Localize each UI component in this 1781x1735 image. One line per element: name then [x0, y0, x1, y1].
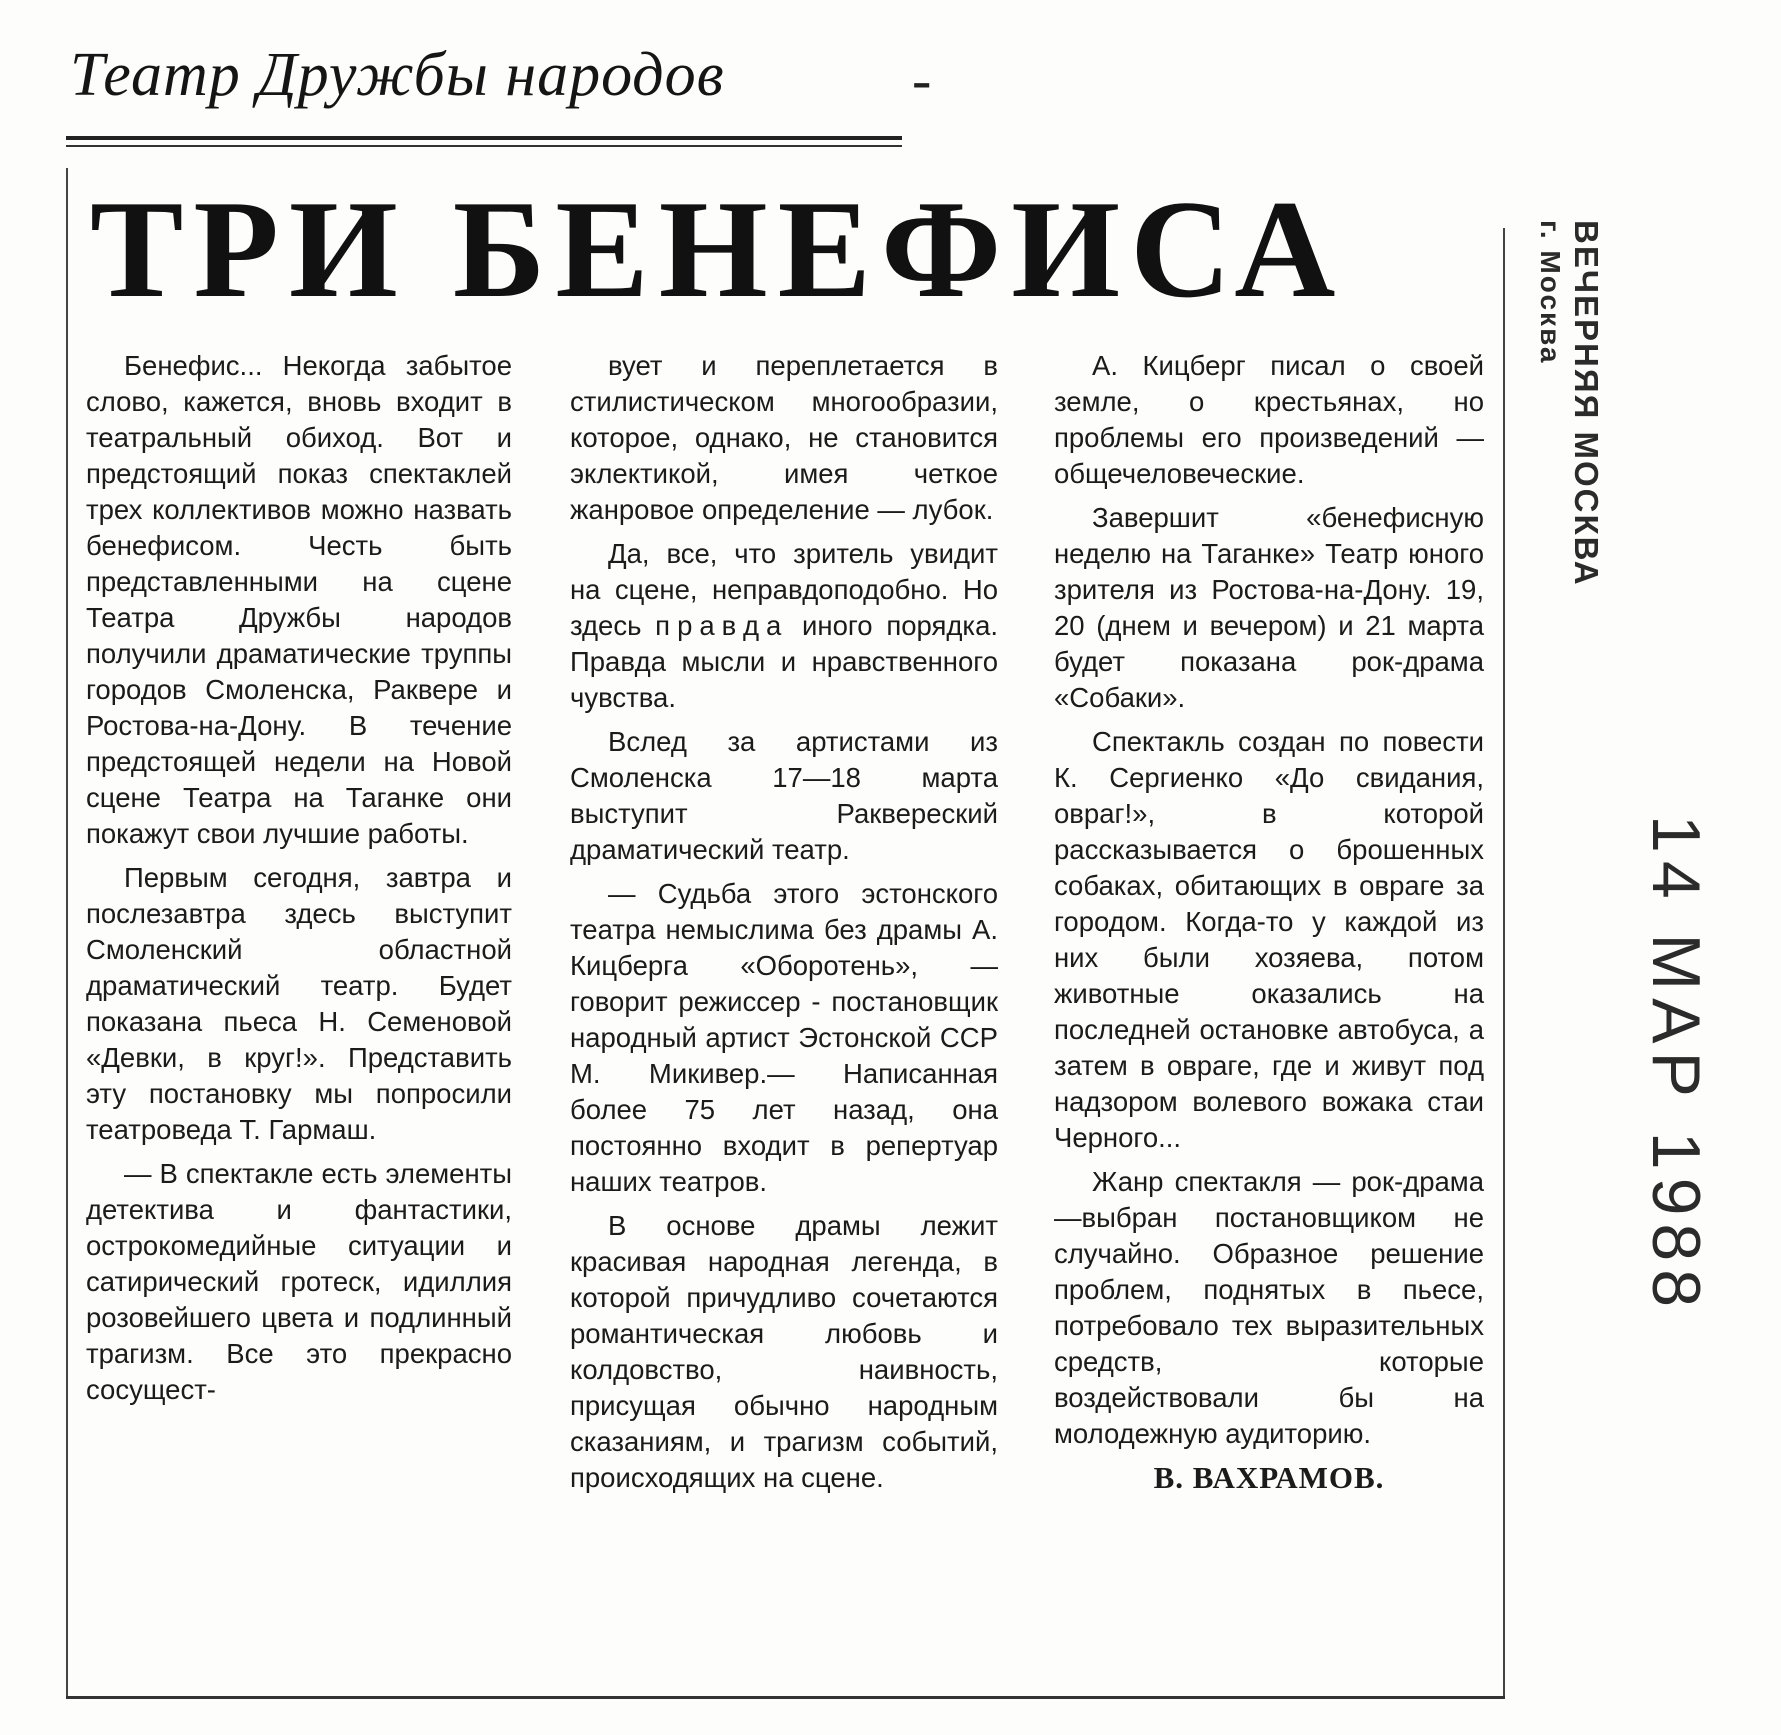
paragraph: вует и переплетается в стилистическом многообразии, которое, однако, не становится эклектикой, имея четкое жанровое определение — лубок.	[570, 350, 998, 525]
rubric-rule-thin	[66, 145, 902, 147]
paragraph: Вслед за артистами из Смоленска 17—18 марта выступит Раквереский драматический театр.	[570, 726, 998, 865]
article-column-3	[1054, 348, 1484, 1496]
paragraph: Жанр спектакля — рок-драма—выбран постановщиком не случайно. Образное решение проблем, поднятых в пьесе, потребовало тех выразительных средств, которые воздействовали бы на молодежную аудиторию.	[1054, 1166, 1484, 1449]
text-run: Да, все, что зритель увидит на сцене, неправдоподобно. Но здесь	[570, 538, 998, 641]
paragraph: Спектакль создан по повести К. Сергиенко «До свидания, овраг!», в которой рассказывается о брошенных собаках, обитающих в овраге за городом. Когда-то у каждой из них были хозяева, потом животные оказались на последней остановке автобуса, а затем в овраге, где и живут под надзором волевого вожака стаи Черного...	[1054, 726, 1484, 1153]
emphasized-word: правда	[655, 610, 789, 641]
newspaper-name: ВЕЧЕРНЯЯ МОСКВА	[1568, 220, 1605, 587]
section-rubric: Театр Дружбы народов	[70, 41, 725, 109]
frame-bottom-line	[66, 1696, 1505, 1699]
paragraph: Первым сегодня, завтра и послезавтра здесь выступит Смоленский областной драматический театр. Будет показана пьеса Н. Семеновой «Девки, в круг!». Представить эту постановку мы попросили театроведа Т. Гармаш.	[86, 862, 512, 1145]
paragraph: — В спектакле есть элементы детектива и фантастики, острокомедийные ситуации и сатирический гротеск, идиллия розовейшего цвета и подлинный трагизм. Все это прекрасно сосущест-	[86, 1158, 512, 1405]
paragraph: А. Кицберг писал о своей земле, о крестьянах, но проблемы его произведений — общечеловеческие.	[1054, 350, 1484, 489]
rubric-dash: -	[912, 47, 932, 112]
paragraph: Бенефис... Некогда забытое слово, кажется, вновь входит в театральный обиход. Вот и предстоящий показ спектаклей трех коллективов можно назвать бенефисом. Честь быть представленными на сцене Театра Дружбы народов получили драматические труппы городов Смоленска, Раквере и Ростова-на-Дону. В течение предстоящей недели на Новой сцене Театра на Таганке они покажут свои лучшие работы.	[86, 350, 512, 849]
author-byline: В. ВАХРАМОВ.	[1153, 1460, 1385, 1495]
frame-left-line	[66, 168, 68, 1698]
paragraph: В основе драмы лежит красивая народная легенда, в которой причудливо сочетаются романтическая любовь и колдовство, наивность, присущая обычно народным сказаниям, и трагизм событий, происходящих на сцене.	[570, 1210, 998, 1493]
frame-right-line	[1503, 228, 1505, 1698]
date-stamp: 14 МАР 1988	[1638, 815, 1714, 1316]
text-run: иного порядка. Правда мысли и нравственного чувства.	[570, 610, 999, 713]
paragraph	[570, 536, 998, 716]
newspaper-source-stamp	[1533, 220, 1605, 587]
newspaper-city: г. Москва	[1535, 220, 1566, 365]
article-column-1	[86, 348, 512, 1416]
paragraph: Завершит «бенефисную неделю на Таганке» Театр юного зрителя из Ростова-на-Дону. 19, 20 (днем и вечером) и 21 марта будет показана рок-драма «Собаки».	[1054, 502, 1484, 713]
article-headline: ТРИ БЕНЕФИСА	[90, 172, 1346, 327]
rubric-rule-thick	[66, 136, 902, 140]
paragraph: — Судьба этого эстонского театра немыслима без драмы А. Кицберга «Оборотень», — говорит режиссер - постановщик народный артист Эстонской ССР М. Микивер.— Написанная более 75 лет назад, она постоянно входит в репертуар наших театров.	[570, 878, 998, 1197]
article-column-2	[570, 348, 998, 1504]
